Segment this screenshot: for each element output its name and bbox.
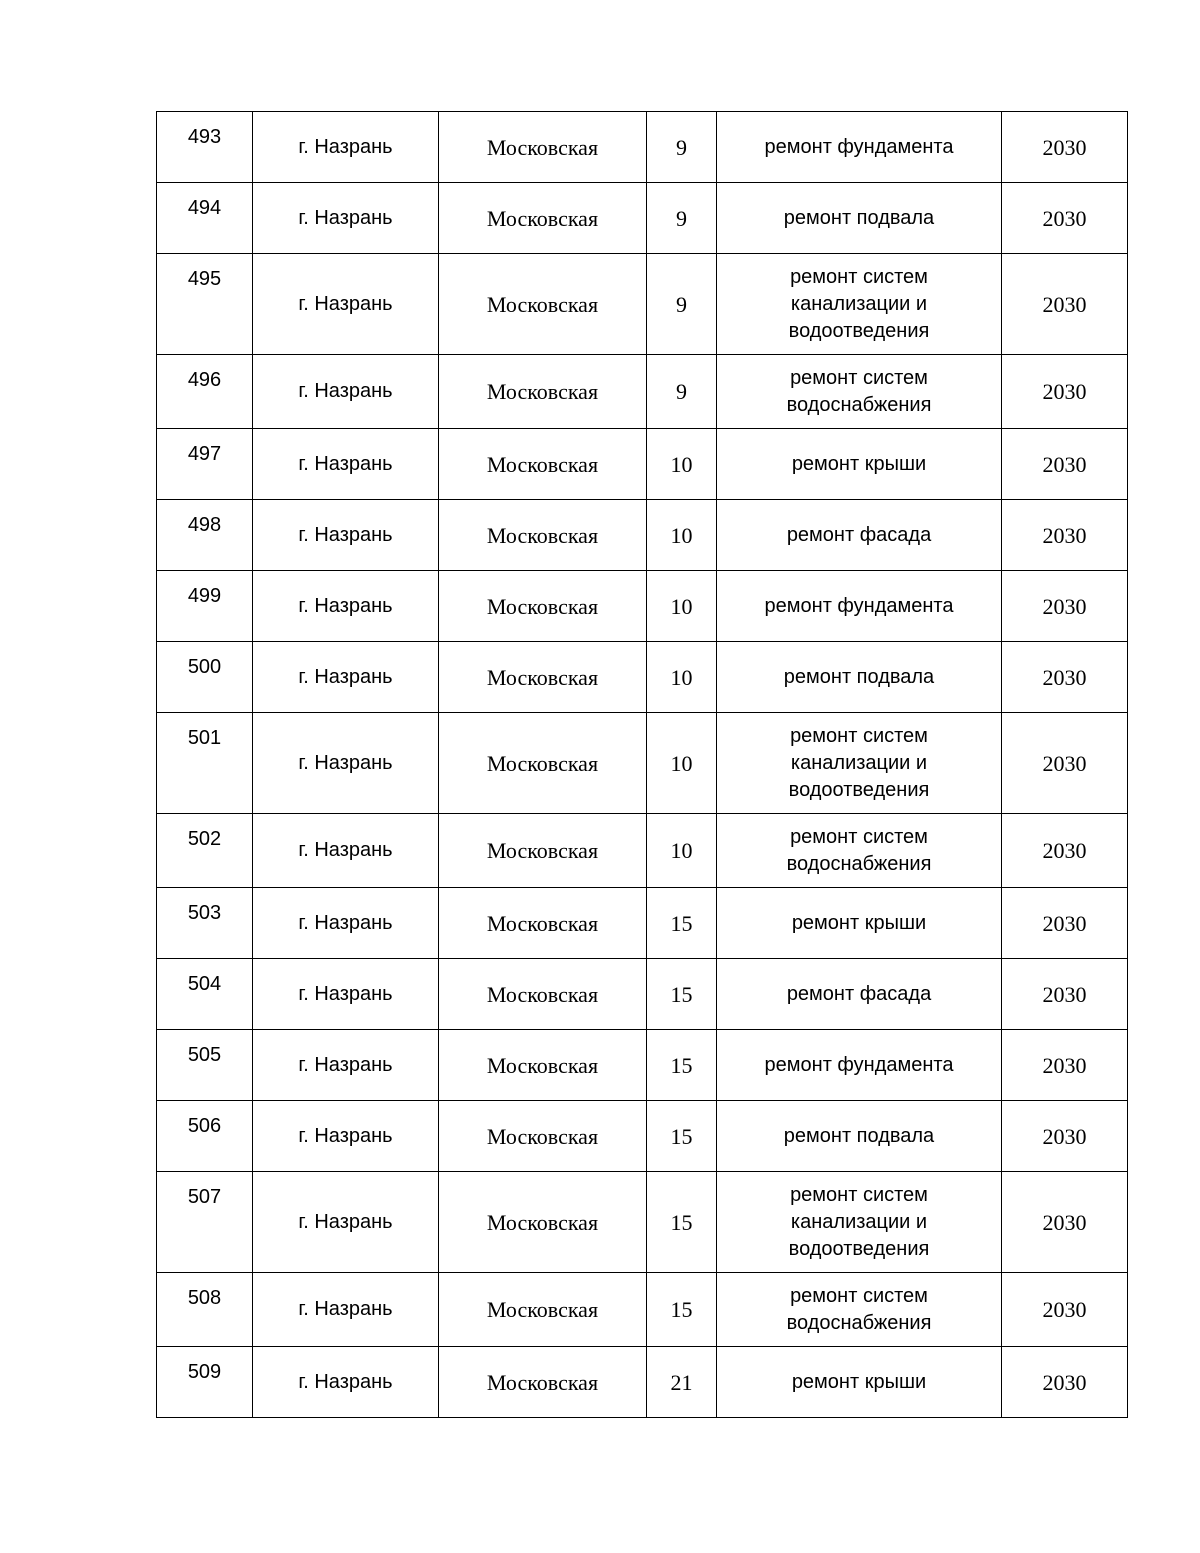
row-number-cell: 506 xyxy=(157,1101,253,1172)
work-type-cell: ремонт фундамента xyxy=(717,1030,1002,1101)
year-cell: 2030 xyxy=(1002,1030,1128,1101)
street-cell: Московская xyxy=(439,355,647,429)
street-cell: Московская xyxy=(439,500,647,571)
city-cell: г. Назрань xyxy=(253,112,439,183)
table-row xyxy=(157,1273,1128,1347)
row-number-cell: 505 xyxy=(157,1030,253,1101)
row-number-cell: 507 xyxy=(157,1172,253,1273)
city-cell: г. Назрань xyxy=(253,814,439,888)
city-cell: г. Назрань xyxy=(253,183,439,254)
house-number-cell: 9 xyxy=(647,112,717,183)
year-cell: 2030 xyxy=(1002,500,1128,571)
work-type-cell: ремонт систем канализации и водоотведения xyxy=(717,713,1002,814)
row-number-cell: 503 xyxy=(157,888,253,959)
table-row xyxy=(157,254,1128,355)
city-cell: г. Назрань xyxy=(253,355,439,429)
street-cell: Московская xyxy=(439,642,647,713)
table-row xyxy=(157,1347,1128,1418)
city-cell: г. Назрань xyxy=(253,429,439,500)
house-number-cell: 15 xyxy=(647,888,717,959)
year-cell: 2030 xyxy=(1002,814,1128,888)
table-row xyxy=(157,814,1128,888)
table-row xyxy=(157,888,1128,959)
row-number-cell: 504 xyxy=(157,959,253,1030)
work-type-cell: ремонт подвала xyxy=(717,183,1002,254)
city-cell: г. Назрань xyxy=(253,888,439,959)
street-cell: Московская xyxy=(439,1172,647,1273)
city-cell: г. Назрань xyxy=(253,713,439,814)
work-type-cell: ремонт фасада xyxy=(717,959,1002,1030)
table-row xyxy=(157,642,1128,713)
street-cell: Московская xyxy=(439,1101,647,1172)
street-cell: Московская xyxy=(439,814,647,888)
year-cell: 2030 xyxy=(1002,1347,1128,1418)
work-type-cell: ремонт крыши xyxy=(717,1347,1002,1418)
work-type-cell: ремонт систем водоснабжения xyxy=(717,355,1002,429)
row-number-cell: 495 xyxy=(157,254,253,355)
street-cell: Московская xyxy=(439,1347,647,1418)
street-cell: Московская xyxy=(439,1273,647,1347)
work-type-cell: ремонт систем канализации и водоотведения xyxy=(717,1172,1002,1273)
street-cell: Московская xyxy=(439,888,647,959)
work-type-cell: ремонт фасада xyxy=(717,500,1002,571)
work-type-cell: ремонт подвала xyxy=(717,642,1002,713)
year-cell: 2030 xyxy=(1002,429,1128,500)
year-cell: 2030 xyxy=(1002,355,1128,429)
row-number-cell: 502 xyxy=(157,814,253,888)
city-cell: г. Назрань xyxy=(253,959,439,1030)
row-number-cell: 500 xyxy=(157,642,253,713)
house-number-cell: 10 xyxy=(647,814,717,888)
row-number-cell: 496 xyxy=(157,355,253,429)
house-number-cell: 10 xyxy=(647,429,717,500)
city-cell: г. Назрань xyxy=(253,1101,439,1172)
year-cell: 2030 xyxy=(1002,642,1128,713)
table-row xyxy=(157,1101,1128,1172)
street-cell: Московская xyxy=(439,183,647,254)
city-cell: г. Назрань xyxy=(253,1030,439,1101)
row-number-cell: 509 xyxy=(157,1347,253,1418)
street-cell: Московская xyxy=(439,254,647,355)
house-number-cell: 10 xyxy=(647,500,717,571)
year-cell: 2030 xyxy=(1002,959,1128,1030)
year-cell: 2030 xyxy=(1002,183,1128,254)
city-cell: г. Назрань xyxy=(253,254,439,355)
house-number-cell: 10 xyxy=(647,571,717,642)
repair-schedule-table xyxy=(156,111,1128,1418)
year-cell: 2030 xyxy=(1002,1273,1128,1347)
city-cell: г. Назрань xyxy=(253,571,439,642)
year-cell: 2030 xyxy=(1002,112,1128,183)
street-cell: Московская xyxy=(439,112,647,183)
row-number-cell: 499 xyxy=(157,571,253,642)
house-number-cell: 9 xyxy=(647,355,717,429)
work-type-cell: ремонт фундамента xyxy=(717,112,1002,183)
work-type-cell: ремонт крыши xyxy=(717,888,1002,959)
year-cell: 2030 xyxy=(1002,1172,1128,1273)
work-type-cell: ремонт систем водоснабжения xyxy=(717,814,1002,888)
city-cell: г. Назрань xyxy=(253,642,439,713)
table-row xyxy=(157,959,1128,1030)
row-number-cell: 501 xyxy=(157,713,253,814)
year-cell: 2030 xyxy=(1002,571,1128,642)
table-body xyxy=(157,112,1128,1418)
city-cell: г. Назрань xyxy=(253,1273,439,1347)
house-number-cell: 10 xyxy=(647,713,717,814)
table-row xyxy=(157,713,1128,814)
table-row xyxy=(157,429,1128,500)
street-cell: Московская xyxy=(439,713,647,814)
year-cell: 2030 xyxy=(1002,1101,1128,1172)
house-number-cell: 9 xyxy=(647,254,717,355)
city-cell: г. Назрань xyxy=(253,1347,439,1418)
table-row xyxy=(157,1172,1128,1273)
table-row xyxy=(157,500,1128,571)
table-row xyxy=(157,1030,1128,1101)
house-number-cell: 21 xyxy=(647,1347,717,1418)
house-number-cell: 15 xyxy=(647,1101,717,1172)
year-cell: 2030 xyxy=(1002,713,1128,814)
house-number-cell: 9 xyxy=(647,183,717,254)
house-number-cell: 15 xyxy=(647,1172,717,1273)
work-type-cell: ремонт систем водоснабжения xyxy=(717,1273,1002,1347)
row-number-cell: 494 xyxy=(157,183,253,254)
house-number-cell: 15 xyxy=(647,1030,717,1101)
table-row xyxy=(157,112,1128,183)
row-number-cell: 498 xyxy=(157,500,253,571)
house-number-cell: 10 xyxy=(647,642,717,713)
row-number-cell: 493 xyxy=(157,112,253,183)
work-type-cell: ремонт систем канализации и водоотведения xyxy=(717,254,1002,355)
work-type-cell: ремонт фундамента xyxy=(717,571,1002,642)
street-cell: Московская xyxy=(439,1030,647,1101)
city-cell: г. Назрань xyxy=(253,1172,439,1273)
table-row xyxy=(157,571,1128,642)
year-cell: 2030 xyxy=(1002,888,1128,959)
work-type-cell: ремонт подвала xyxy=(717,1101,1002,1172)
work-type-cell: ремонт крыши xyxy=(717,429,1002,500)
row-number-cell: 508 xyxy=(157,1273,253,1347)
table-row xyxy=(157,355,1128,429)
street-cell: Московская xyxy=(439,959,647,1030)
street-cell: Московская xyxy=(439,571,647,642)
row-number-cell: 497 xyxy=(157,429,253,500)
table-row xyxy=(157,183,1128,254)
street-cell: Московская xyxy=(439,429,647,500)
year-cell: 2030 xyxy=(1002,254,1128,355)
house-number-cell: 15 xyxy=(647,1273,717,1347)
house-number-cell: 15 xyxy=(647,959,717,1030)
city-cell: г. Назрань xyxy=(253,500,439,571)
